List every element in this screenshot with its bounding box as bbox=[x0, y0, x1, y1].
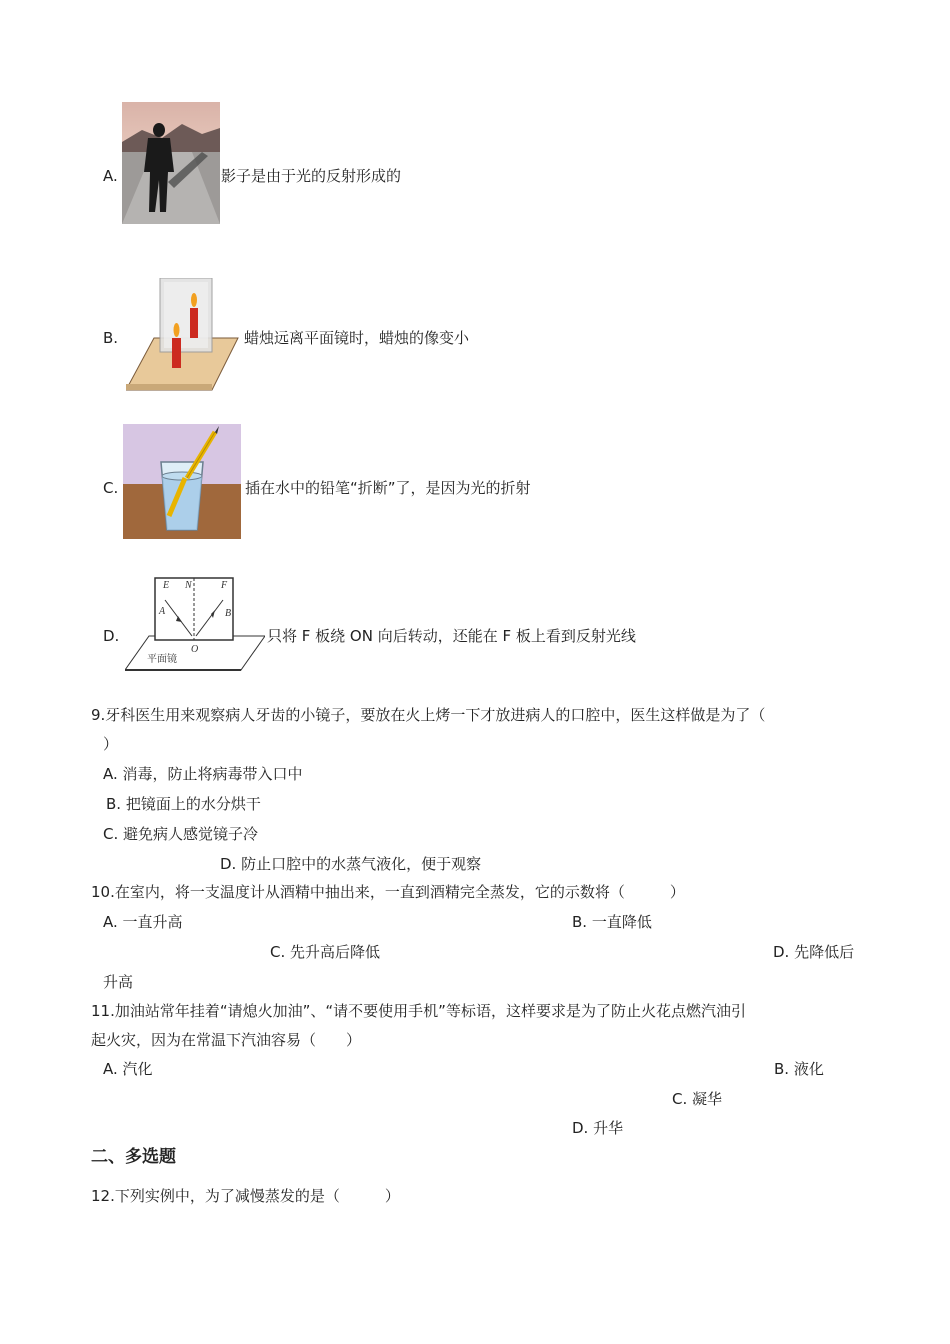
option-text: 影子是由于光的反射形成的 bbox=[221, 167, 402, 185]
label-o: O bbox=[191, 644, 199, 655]
section-heading: 二、多选题 bbox=[91, 1147, 176, 1167]
shadow-photo bbox=[122, 102, 220, 224]
option-d: D. 先降低后 bbox=[773, 943, 855, 961]
option-b: B. 一直降低 bbox=[572, 913, 652, 931]
label-f: F bbox=[221, 580, 228, 591]
label-mirror: 平面镜 bbox=[147, 654, 177, 665]
question-12-stem: 12.下列实例中，为了减慢蒸发的是（ ） bbox=[91, 1187, 400, 1205]
option-c: C. 避免病人感觉镜子冷 bbox=[103, 825, 259, 843]
option-text: 蜡烛远离平面镜时，蜡烛的像变小 bbox=[244, 329, 470, 347]
question-stem: 10.在室内，将一支温度计从酒精中抽出来，一直到酒精完全蒸发，它的示数将（ ） bbox=[91, 883, 685, 901]
option-a: A. 消毒，防止将病毒带入口中 bbox=[103, 765, 303, 783]
option-d: D. 升华 bbox=[572, 1119, 624, 1137]
option-d-wrap: 升高 bbox=[103, 973, 134, 991]
option-a: A. 一直升高 bbox=[103, 913, 183, 931]
option-d: D. 防止口腔中的水蒸气液化，便于观察 bbox=[220, 855, 482, 873]
option-letter: C. bbox=[103, 479, 119, 497]
question-stem: 11.加油站常年挂着“请熄火加油”、“请不要使用手机”等标语，这样要求是为了防止火花点燃汽油引 bbox=[91, 1002, 746, 1020]
option-b: B. 液化 bbox=[774, 1060, 824, 1078]
candle-mirror-figure bbox=[126, 278, 242, 392]
question-stem: 9.牙科医生用来观察病人牙齿的小镜子，要放在火上烤一下才放进病人的口腔中，医生这样做是为了（ bbox=[91, 706, 766, 724]
option-b: B. 把镜面上的水分烘干 bbox=[106, 795, 261, 813]
option-text: 只将 F 板绕 ON 向后转动，还能在 F 板上看到反射光线 bbox=[267, 627, 636, 645]
option-c: C. 凝华 bbox=[672, 1090, 723, 1108]
option-a: A. 汽化 bbox=[103, 1060, 153, 1078]
option-text: 插在水中的铅笔“折断”了，是因为光的折射 bbox=[245, 479, 531, 497]
question-stem-cont: 起火灾，因为在常温下汽油容易（ ） bbox=[91, 1031, 362, 1049]
label-b: B bbox=[225, 608, 232, 619]
option-letter: B. bbox=[103, 329, 119, 347]
label-a: A bbox=[159, 606, 166, 617]
pencil-in-water-figure bbox=[123, 424, 241, 539]
question-stem-cont: ） bbox=[103, 735, 119, 753]
reflection-board-figure bbox=[125, 574, 265, 672]
label-n: N bbox=[185, 580, 192, 591]
option-letter: D. bbox=[103, 627, 120, 645]
label-e: E bbox=[163, 580, 170, 591]
option-letter: A. bbox=[103, 167, 118, 185]
option-c: C. 先升高后降低 bbox=[270, 943, 381, 961]
